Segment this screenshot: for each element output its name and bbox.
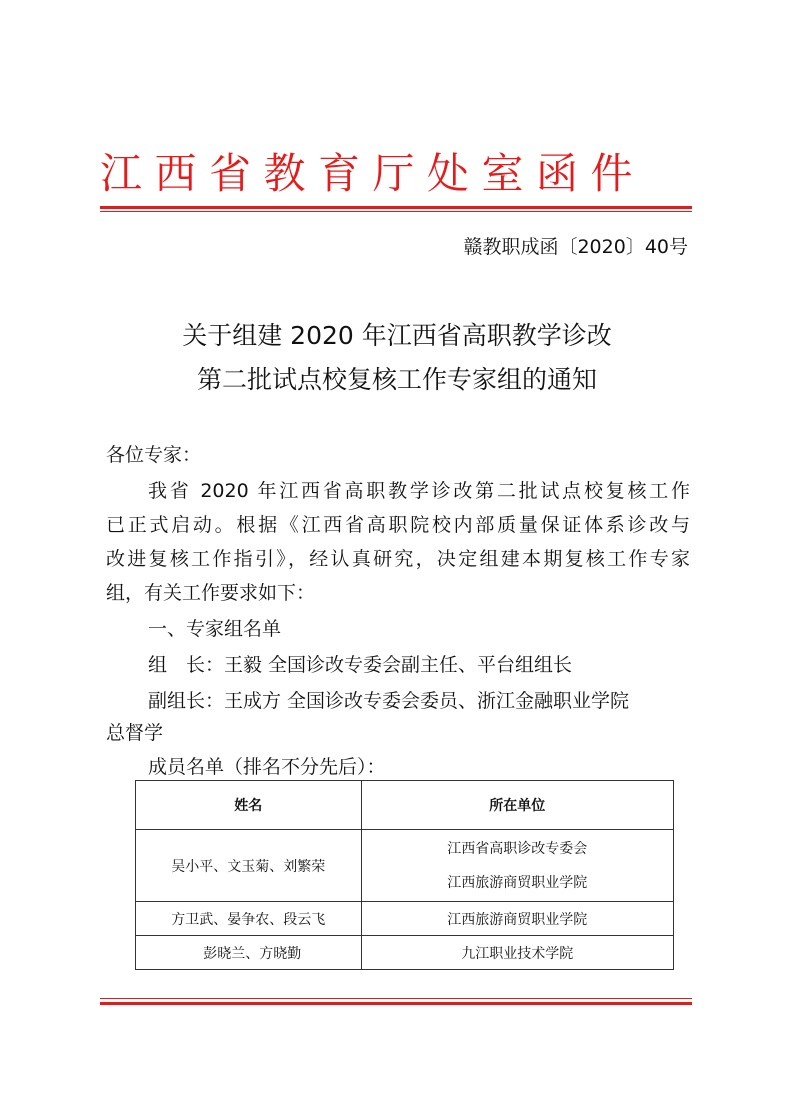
letterhead-title: 江西省教育厅处室函件 bbox=[100, 149, 646, 198]
member-units bbox=[361, 830, 673, 902]
member-names: 方卫武、晏争农、段云飞 bbox=[136, 902, 362, 936]
deputy-label: 副组长： bbox=[148, 690, 225, 712]
body-line-1: 我省 2020 年江西省高职教学诊改第二批试点校复核工作 bbox=[148, 480, 690, 502]
leader-label: 组 长： bbox=[148, 654, 225, 676]
unit-line: 江西省高职诊改专委会 bbox=[447, 840, 588, 857]
table-row bbox=[136, 830, 674, 902]
header-rule-thin bbox=[100, 211, 692, 212]
member-names: 彭晓兰、方晓勤 bbox=[136, 936, 362, 970]
members-table bbox=[135, 780, 674, 970]
notice-title-line-2: 第二批试点校复核工作专家组的通知 bbox=[196, 365, 597, 394]
document-number: 赣教职成函〔2020〕40号 bbox=[463, 236, 688, 258]
deputy-line-2: 总督学 bbox=[106, 722, 164, 744]
body-line-4: 组，有关工作要求如下： bbox=[106, 582, 316, 604]
leader-line bbox=[148, 650, 572, 677]
table-row bbox=[136, 902, 674, 936]
footer-rule-thin bbox=[100, 998, 692, 999]
deputy-text: 王成方 全国诊改专委会委员、浙江金融职业学院 bbox=[224, 690, 630, 712]
body-line-3: 改进复核工作指引》，经认真研究，决定组建本期复核工作专家 bbox=[106, 548, 690, 570]
member-names: 吴小平、文玉菊、刘繁荣 bbox=[136, 830, 362, 902]
deputy-line bbox=[148, 686, 629, 713]
table-row bbox=[136, 936, 674, 970]
header-unit: 所在单位 bbox=[361, 781, 673, 830]
header-rule-thick bbox=[100, 206, 692, 209]
header-name: 姓名 bbox=[136, 781, 362, 830]
member-units: 九江职业技术学院 bbox=[361, 936, 673, 970]
table-header-row bbox=[136, 781, 674, 830]
body-line-2: 已正式启动。根据《江西省高职院校内部质量保证体系诊改与 bbox=[106, 514, 690, 536]
unit-line: 江西旅游商贸职业学院 bbox=[447, 874, 588, 891]
salutation: 各位专家： bbox=[106, 444, 202, 466]
member-units: 江西旅游商贸职业学院 bbox=[361, 902, 673, 936]
notice-title-line-1: 关于组建 2020 年江西省高职教学诊改 bbox=[182, 321, 612, 350]
leader-text: 王毅 全国诊改专委会副主任、平台组组长 bbox=[224, 654, 573, 676]
footer-rule-thick bbox=[100, 1002, 692, 1005]
section-heading: 一、专家组名单 bbox=[148, 618, 282, 640]
members-heading: 成员名单（排名不分先后）： bbox=[148, 756, 386, 778]
